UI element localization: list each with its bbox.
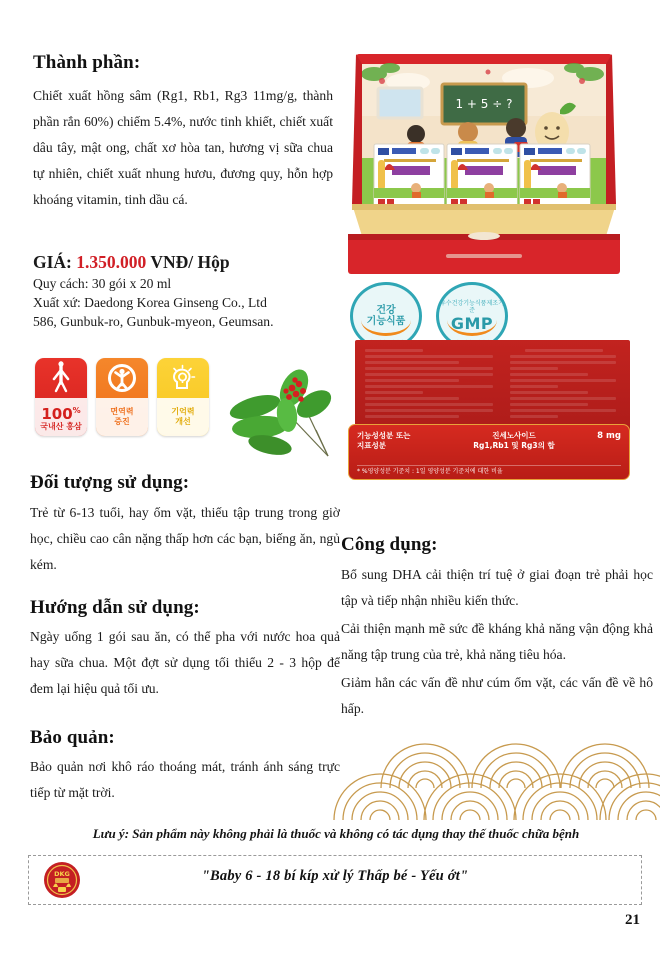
badge-kr-line1: 기억력 <box>171 407 195 416</box>
badge-domestic-text <box>35 398 87 436</box>
seal-kr-line1: 건강 <box>376 305 396 316</box>
section-usage-instructions <box>30 597 340 702</box>
price-address: 586, Gunbuk-ro, Gunbuk-myeon, Geumsan. <box>33 314 274 329</box>
badge-immunity-text <box>96 398 148 436</box>
orange-swoosh-icon <box>361 320 411 336</box>
price-line <box>33 250 343 274</box>
seal-kr-top: 우수건강기능식품제조기준 <box>440 299 504 314</box>
svg-text:1 + 5 ÷ ?: 1 + 5 ÷ ? <box>455 97 513 111</box>
section-ingredients <box>33 52 333 213</box>
product-photo <box>338 48 630 280</box>
benefits-heading: Công dụng: <box>341 534 438 555</box>
badge-kr-line2: 증진 <box>114 417 130 426</box>
badge-memory <box>157 358 209 436</box>
callout-col2: 진세노사이드 Rg1,Rb1 및 Rg3의 합 <box>473 431 555 450</box>
svg-text:DKG: DKG <box>54 870 70 878</box>
benefits-p1: Bổ sung DHA cải thiện trí tuệ ở giai đoạn trẻ phải học tập và tiếp nhận nhiều kiến thức. <box>341 567 653 608</box>
price-unit: VNĐ/ Hộp <box>150 252 230 272</box>
price-origin: Xuất xứ: Daedong Korea Ginseng Co., Ltd <box>33 295 267 310</box>
head-bulb-icon <box>157 358 209 398</box>
certification-badges <box>35 358 209 436</box>
badge-memory-text <box>157 398 209 436</box>
usage-heading: Hướng dẫn sử dụng: <box>30 597 200 618</box>
orange-swoosh-icon <box>447 320 497 336</box>
person-arms-up-icon <box>96 358 148 398</box>
price-spec: Quy cách: 30 gói x 20 ml <box>33 276 172 291</box>
ingredients-heading: Thành phần: <box>33 52 141 73</box>
page-number: 21 <box>625 912 640 928</box>
nutrition-callout-box <box>348 424 630 480</box>
badge-kr-label: 국내산 홍삼 <box>40 421 82 431</box>
slogan-text: "Baby 6 - 18 bí kíp xử lý Thấp bé - Yếu ớt" <box>201 868 469 884</box>
seal-gmp-text: GMP <box>450 313 494 333</box>
decorative-gold-arcs <box>330 742 660 820</box>
badge-domestic-ginseng <box>35 358 87 436</box>
badge-kr-line2: 개선 <box>175 417 191 426</box>
benefits-p2: Cải thiện mạnh mẽ sức đề kháng khả năng vận động khả năng tập trung của trẻ, khả năng tiêu hóa. <box>341 621 653 662</box>
price-value: 1.350.000 <box>76 252 147 272</box>
slogan-banner <box>28 855 642 905</box>
disclaimer-note: Lưu ý: Sản phẩm này không phải là thuốc và không có tác dụng thay thế thuốc chữa bệnh <box>92 826 580 841</box>
callout-col1: 기능성성분 또는 지표성분 <box>357 431 411 450</box>
section-storage <box>30 727 340 806</box>
section-target-users <box>30 472 340 578</box>
storage-heading: Bảo quản: <box>30 727 115 748</box>
price-label: GIÁ: <box>33 252 72 272</box>
seal-kr-line2: 기능식품 <box>366 316 406 327</box>
storage-text: Bảo quản nơi khô ráo thoáng mát, tránh ánh sáng trực tiếp từ mặt trời. <box>30 759 340 800</box>
ingredients-text: Chiết xuất hồng sâm (Rg1, Rb1, Rg3 11mg/g, thành phần rắn 60%) chiếm 5.4%, nước tinh khiết, chiết xuất dâu tây, mật ong, chất xơ hòa tan, hương vị sữa chua tự nhiên, chiết xuất nhung hươu, đương quy, hỗn hợp khoáng vitamin, tinh dầu cá. <box>33 88 333 207</box>
section-benefits <box>341 534 653 724</box>
target-text: Trẻ từ 6-13 tuổi, hay ốm vặt, thiếu tập trung trong giờ học, chiều cao cân nặng thấp hơn các bạn, biếng ăn, ngủ kém. <box>30 505 340 572</box>
benefits-text <box>341 562 653 722</box>
section-price <box>33 250 343 331</box>
ginseng-root-icon <box>35 358 87 398</box>
badge-kr-line1: 면역력 <box>110 407 134 416</box>
callout-amount: 8 mg <box>597 431 621 441</box>
benefits-p3: Giảm hẳn các vấn đề như cúm ốm vặt, các vấn đề về hô hấp. <box>341 675 653 716</box>
badge-percent: 100% <box>41 404 81 423</box>
badge-immunity <box>96 358 148 436</box>
usage-text: Ngày uống 1 gói sau ăn, có thể pha với nước hoa quả hay sữa chua. Một đợt sử dụng tối thiểu 2 - 3 hộp để đem lại hiệu quả tối ưu. <box>30 629 340 696</box>
callout-footnote: * %영양성분 기준치 : 1일 영양성분 기준치에 대한 비율 <box>357 465 621 476</box>
ginseng-plant-illustration <box>208 352 338 472</box>
target-heading: Đối tượng sử dụng: <box>30 472 190 493</box>
